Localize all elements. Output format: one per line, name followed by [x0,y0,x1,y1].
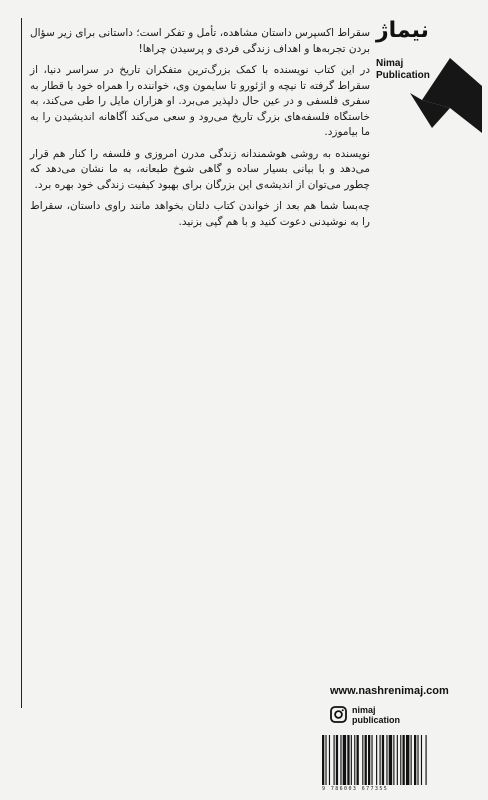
left-divider-line [21,18,22,708]
logo-name-line2: Publication [376,70,430,81]
publisher-logo [370,18,482,130]
isbn-barcode [320,735,470,787]
logo-shape-icon [410,38,482,133]
instagram-line1: nimaj [352,705,376,715]
blurb-paragraph: چه‌بسا شما هم بعد از خواندن کتاب دلتان بخواهد مانند راوی داستان، سقراط را به نوشیدنی دعوت کنید و با هم گپی بزنید. [30,200,370,228]
instagram-handle[interactable] [330,704,450,726]
logo-text-persian: نیماژ [376,18,429,43]
blurb-paragraph: سقراط اکسپرس داستان مشاهده، تأمل و تفکر است؛ داستانی برای زیر سؤال بردن تجربه‌ها و اهداف زندگی فردی و پرسیدن چراها! [30,27,370,55]
blurb-paragraph: در این کتاب نویسنده با کمک بزرگ‌ترین متفکران تاریخ در سراسر دنیا، از سقراط گرفته تا نیچه و اژئورو تا سایمون وی، خواننده را همراه خود با قطار به سفری فلسفی و در عین حال دلپذیر می‌برد. او هزاران مایل را طی می‌کند، به خاستگاه فلسفه‌های بزرگ تاریخ می‌رود و سعی می‌کند آگاهانه اندیشیدن را به ما بیاموزد. [30,64,370,138]
website-link[interactable]: www.nashrenimaj.com [330,685,449,697]
blurb-paragraph: نویسنده به روشی هوشمندانه زندگی مدرن امروزی و فلسفه را کنار هم قرار می‌دهد و با بیانی بسیار ساده و گاهی شوخ طبعانه، به ما نشان می‌دهد که چطور می‌توان از اندیشه‌ی این بزرگان برای بهبود کیفیت زندگی خود بهره برد. [30,147,370,191]
instagram-line2: publication [352,715,400,725]
barcode-digits: 9 786003 677355 [322,786,389,792]
instagram-icon [330,706,347,723]
logo-name-line1: Nimaj [376,58,404,69]
blurb-text [30,26,370,236]
